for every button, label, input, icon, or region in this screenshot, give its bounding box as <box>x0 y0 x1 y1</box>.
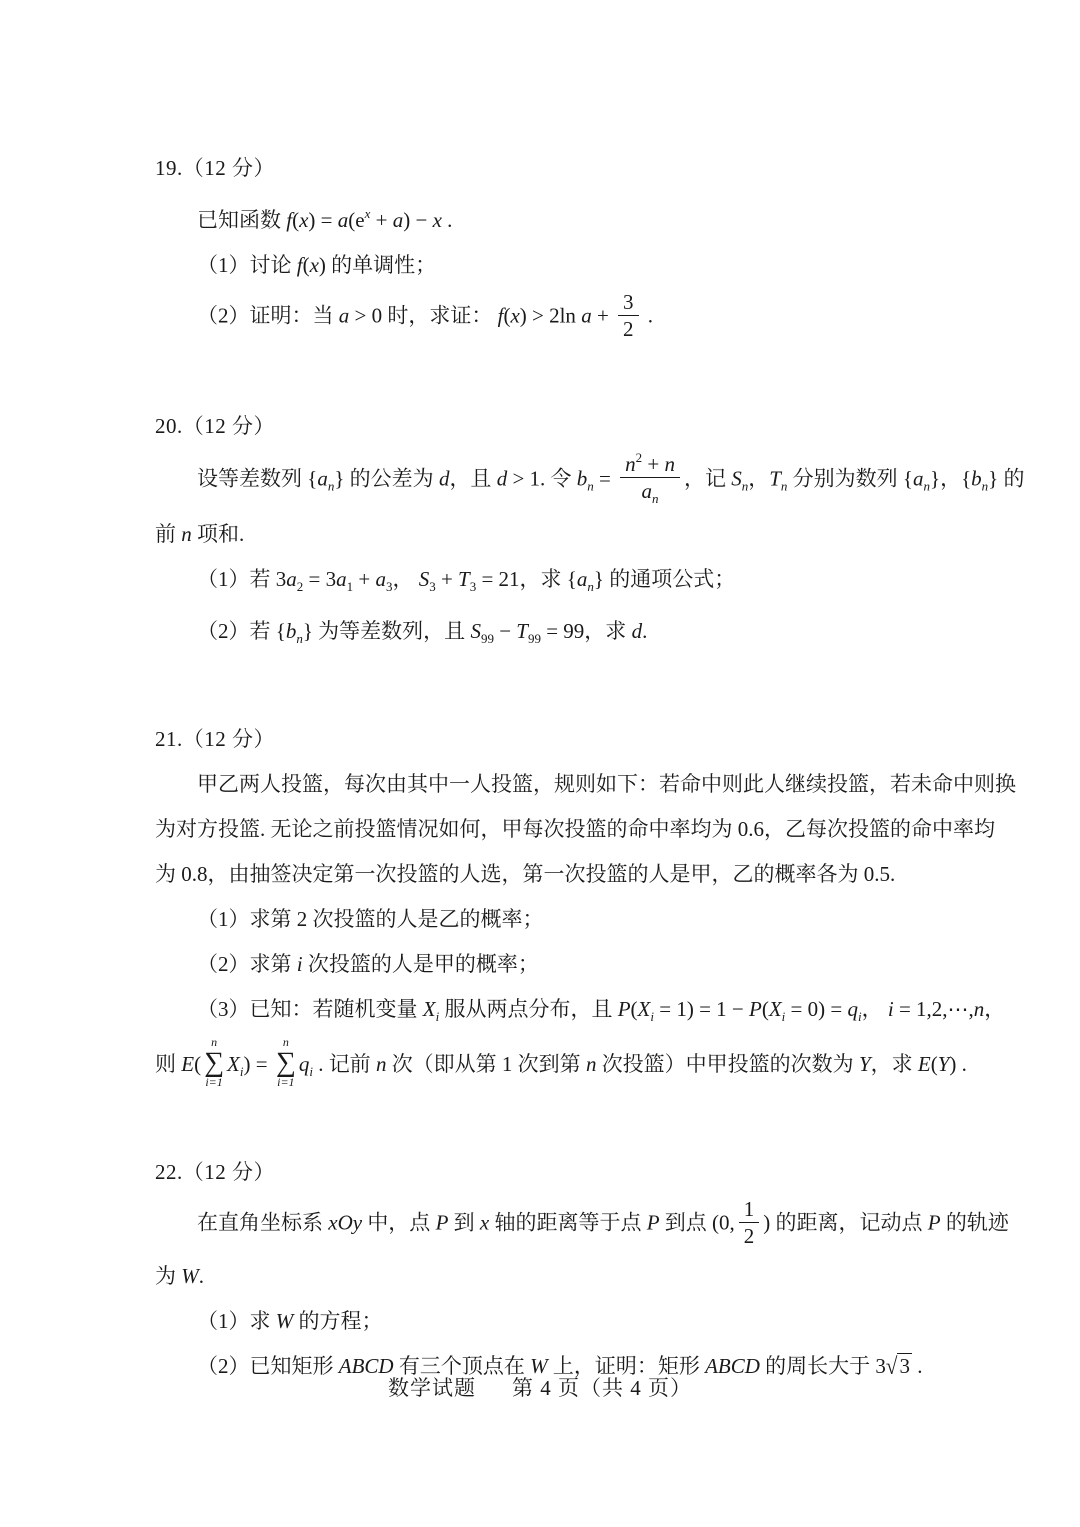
math-variable: n <box>923 478 930 494</box>
problem-21-text-line: 甲乙两人投篮，每次由其中一人投篮，规则如下：若命中则此人继续投篮，若未命中则换 <box>197 772 1016 796</box>
math-fraction <box>739 1196 760 1250</box>
math-variable: d <box>631 619 643 643</box>
math-variable: i <box>650 1009 654 1024</box>
math-variable: n <box>652 490 659 506</box>
summation-upper-limit: n <box>211 1035 218 1049</box>
math-subscript <box>240 1064 244 1079</box>
math-subscript <box>858 1009 862 1024</box>
fraction-numerator: $n^2 + n$ <box>620 450 680 478</box>
math-variable: q <box>298 1051 310 1076</box>
math-variable: a <box>286 567 297 591</box>
math-subscript: 2 <box>296 579 304 594</box>
math-variable: n <box>585 1051 597 1076</box>
math-variable: b <box>576 466 588 491</box>
math-subscript <box>650 1009 654 1024</box>
summation-lower-limit: i=1 <box>277 1075 295 1090</box>
problem-21-text-line: （2）求第 i 次投篮的人是甲的概率； <box>197 952 539 976</box>
math-variable: i <box>887 997 894 1021</box>
math-subscript <box>782 1009 786 1024</box>
math-variable: x <box>309 253 319 277</box>
math-variable: T <box>769 466 781 491</box>
math-variable: X <box>637 997 651 1021</box>
math-variable: x <box>479 1210 490 1235</box>
fraction-denominator <box>620 478 680 507</box>
problem-22-text-line: （1）求 W 的方程； <box>197 1309 383 1334</box>
math-variable: W <box>275 1309 294 1334</box>
sigma-icon: ∑ <box>275 1046 296 1078</box>
math-variable: P <box>646 1210 660 1235</box>
fraction-denominator: 2 <box>623 317 634 342</box>
math-subscript: 3 <box>385 579 393 594</box>
math-variable: i <box>435 1009 440 1024</box>
math-variable: n <box>741 478 749 494</box>
math-variable: d <box>496 466 508 491</box>
math-subscript: 3 <box>429 579 436 594</box>
math-subscript <box>652 491 659 506</box>
math-variable: X <box>422 997 436 1021</box>
math-variable: n <box>375 1051 387 1076</box>
math-subscript: 99 <box>527 631 541 646</box>
problem-22-text-line: 为 W. <box>155 1264 204 1289</box>
math-variable: n <box>981 478 989 494</box>
math-variable: a <box>317 466 328 491</box>
math-variable: b <box>971 466 982 491</box>
math-variable: i <box>239 1063 244 1079</box>
math-variable: a <box>392 208 404 232</box>
math-variable: n <box>587 579 594 594</box>
problem-20-text-line: 设等差数列 $\{a_n\}$ 的公差为 d，且 d > 1. 令 $b_n$ = $\frac{n^2 + n}{a_n}$ ，记 $S_n$，$T_n$ 分别为数列 $\{a_n\}$，$\{b_n\}$ 的 <box>197 449 1025 506</box>
math-superscript: 2 <box>635 449 643 465</box>
math-variable: i <box>857 1009 862 1024</box>
math-variable: x <box>364 206 371 221</box>
fraction-numerator: 3 <box>618 289 639 316</box>
math-variable: X <box>768 997 782 1021</box>
math-variable: n <box>587 478 594 494</box>
math-variable: i <box>296 952 303 976</box>
math-variable: n <box>625 451 636 476</box>
math-variable: q <box>847 997 858 1021</box>
fraction-numerator: 1 <box>739 1196 760 1223</box>
problem-20-text-line: （1）若 $3a_2 = 3a_1 + a_3$， $S_3 + T_3 = 21$，求 $\{a_n\}$ 的通项公式； <box>197 567 736 594</box>
math-variable: i <box>781 1009 786 1024</box>
radical-icon: √ <box>885 1352 898 1380</box>
fraction-denominator: 2 <box>743 1224 755 1249</box>
math-variable: f <box>296 253 303 277</box>
math-variable: d <box>438 466 450 491</box>
page-footer <box>0 1372 1080 1402</box>
math-fraction <box>618 289 639 343</box>
math-subscript <box>982 478 989 493</box>
problem-21-text-line: （1）求第 2 次投篮的人是乙的概率； <box>197 907 544 931</box>
math-subscript <box>742 478 749 493</box>
math-variable: W <box>530 1354 548 1379</box>
summation-upper-limit: n <box>282 1035 289 1049</box>
math-variable: b <box>285 619 297 643</box>
footer-doc-title: 数学试题 <box>388 1376 476 1400</box>
math-summation <box>204 1036 224 1090</box>
sigma-icon: ∑ <box>204 1046 225 1078</box>
problem-22-text-line: （2）已知矩形 ABCD 有三个顶点在 W 上，证明：矩形 ABCD 的周长大于 3√3 . <box>155 1344 945 1389</box>
math-variable: x <box>299 208 309 232</box>
math-variable: n <box>327 478 335 494</box>
math-variable: P <box>749 997 762 1021</box>
math-variable: E <box>917 1051 931 1076</box>
math-superscript <box>365 206 371 221</box>
math-variable: f <box>497 303 504 328</box>
problem-21-heading: 21.（12 分） <box>155 727 275 751</box>
math-variable: xOy <box>328 1210 363 1235</box>
problem-20-heading: 20.（12 分） <box>155 413 275 438</box>
math-variable: P <box>927 1210 941 1235</box>
problem-22-text-line: 在直角坐标系 xOy 中，点 P 到 x 轴的距离等于点 P 到点 (0, $\frac{1}{2}$ ) 的距离，记动点 P 的轨迹 <box>197 1196 1009 1249</box>
math-variable: ABCD <box>705 1354 760 1379</box>
math-variable: a <box>641 478 653 503</box>
math-variable: n <box>181 522 192 546</box>
math-variable: a <box>581 303 592 328</box>
math-variable: a <box>338 303 350 328</box>
math-variable: S <box>418 567 430 591</box>
problem-list <box>155 146 1025 1445</box>
problem-22 <box>155 1150 1009 1390</box>
problem-19-text-line: （1）讨论 f(x) 的单调性； <box>197 253 437 277</box>
math-variable: a <box>336 567 347 591</box>
problem-19 <box>155 146 945 348</box>
problem-20-text-line: （2）若 $\{b_n\}$ 为等差数列，且 $S_{99} - T_{99} = 99$，求 d. <box>197 619 648 646</box>
problem-19-text-line: （2）证明：当 a > 0 时，求证： f(x) > 2ln a + $\frac{3}{2}$ . <box>197 290 654 342</box>
math-variable: i <box>309 1063 313 1079</box>
problem-21-text-line: 为对方投篮. 无论之前投篮情况如何，甲每次投篮的命中率均为 0.6，乙每次投篮的命中率均 <box>155 817 995 841</box>
math-variable: x <box>510 303 520 328</box>
problem-20-text-line: 前 n 项和. <box>155 522 245 546</box>
math-subscript <box>781 478 788 493</box>
footer-page-number: 第 4 页（共 4 页） <box>512 1376 692 1400</box>
math-variable: S <box>731 466 742 491</box>
math-variable: a <box>576 567 588 591</box>
math-fraction <box>620 450 680 508</box>
math-subscript <box>328 478 335 493</box>
math-variable: P <box>435 1210 449 1235</box>
math-subscript: 3 <box>469 579 477 594</box>
problem-21-text-line: （3）已知：若随机变量 $X_i$ 服从两点分布，且 $P(X_i = 1) = 1 - P(X_i = 0) = q_i$， i = 1,2,⋯,n， <box>197 997 1006 1024</box>
math-subscript <box>587 579 594 594</box>
math-subscript <box>924 478 931 493</box>
math-subscript: 1 <box>346 579 354 594</box>
math-variable: Y <box>937 1051 950 1076</box>
math-variable: ABCD <box>338 1354 394 1379</box>
problem-21-text-line: 为 0.8，由抽签决定第一次投篮的人选，第一次投篮的人是甲，乙的概率各为 0.5. <box>155 862 896 886</box>
math-variable: a <box>337 208 349 232</box>
problem-22-heading: 22.（12 分） <box>155 1159 275 1184</box>
math-variable: a <box>913 466 924 491</box>
math-variable: S <box>470 619 481 643</box>
problem-20 <box>155 404 1025 662</box>
math-variable: T <box>516 619 528 643</box>
math-subscript <box>296 631 303 646</box>
math-variable: a <box>375 567 386 591</box>
math-subscript: 99 <box>480 631 494 646</box>
math-variable: x <box>432 208 442 232</box>
math-summation <box>276 1036 296 1090</box>
math-variable: n <box>780 478 788 494</box>
math-variable: P <box>617 997 631 1021</box>
problem-21 <box>155 717 1016 1094</box>
problem-21-text-line: 则 E( n ∑ i=1 $X_i$) = n ∑ i=1 $q_i$ . 记前 n 次（即从第 1 次到第 n 次投篮）中甲投篮的次数为 Y，求 E(Y) . <box>155 1035 967 1090</box>
summation-lower-limit: i=1 <box>205 1075 223 1090</box>
problem-19-heading: 19.（12 分） <box>155 156 275 180</box>
math-variable: n <box>664 451 675 476</box>
math-variable: f <box>286 208 293 232</box>
math-variable: E <box>181 1051 195 1076</box>
math-variable: W <box>181 1264 199 1289</box>
math-subscript <box>436 1009 440 1024</box>
math-subscript <box>309 1064 313 1079</box>
math-variable: X <box>227 1051 240 1076</box>
math-subscript <box>587 478 594 493</box>
math-variable: n <box>973 997 985 1021</box>
radicand: 3 <box>899 1354 910 1379</box>
math-variable: Y <box>858 1051 871 1076</box>
problem-19-text-line: 已知函数 $f(x) = a(e^x + a) - x$ . <box>197 206 453 232</box>
math-variable: T <box>458 567 470 591</box>
math-variable: n <box>296 631 303 646</box>
